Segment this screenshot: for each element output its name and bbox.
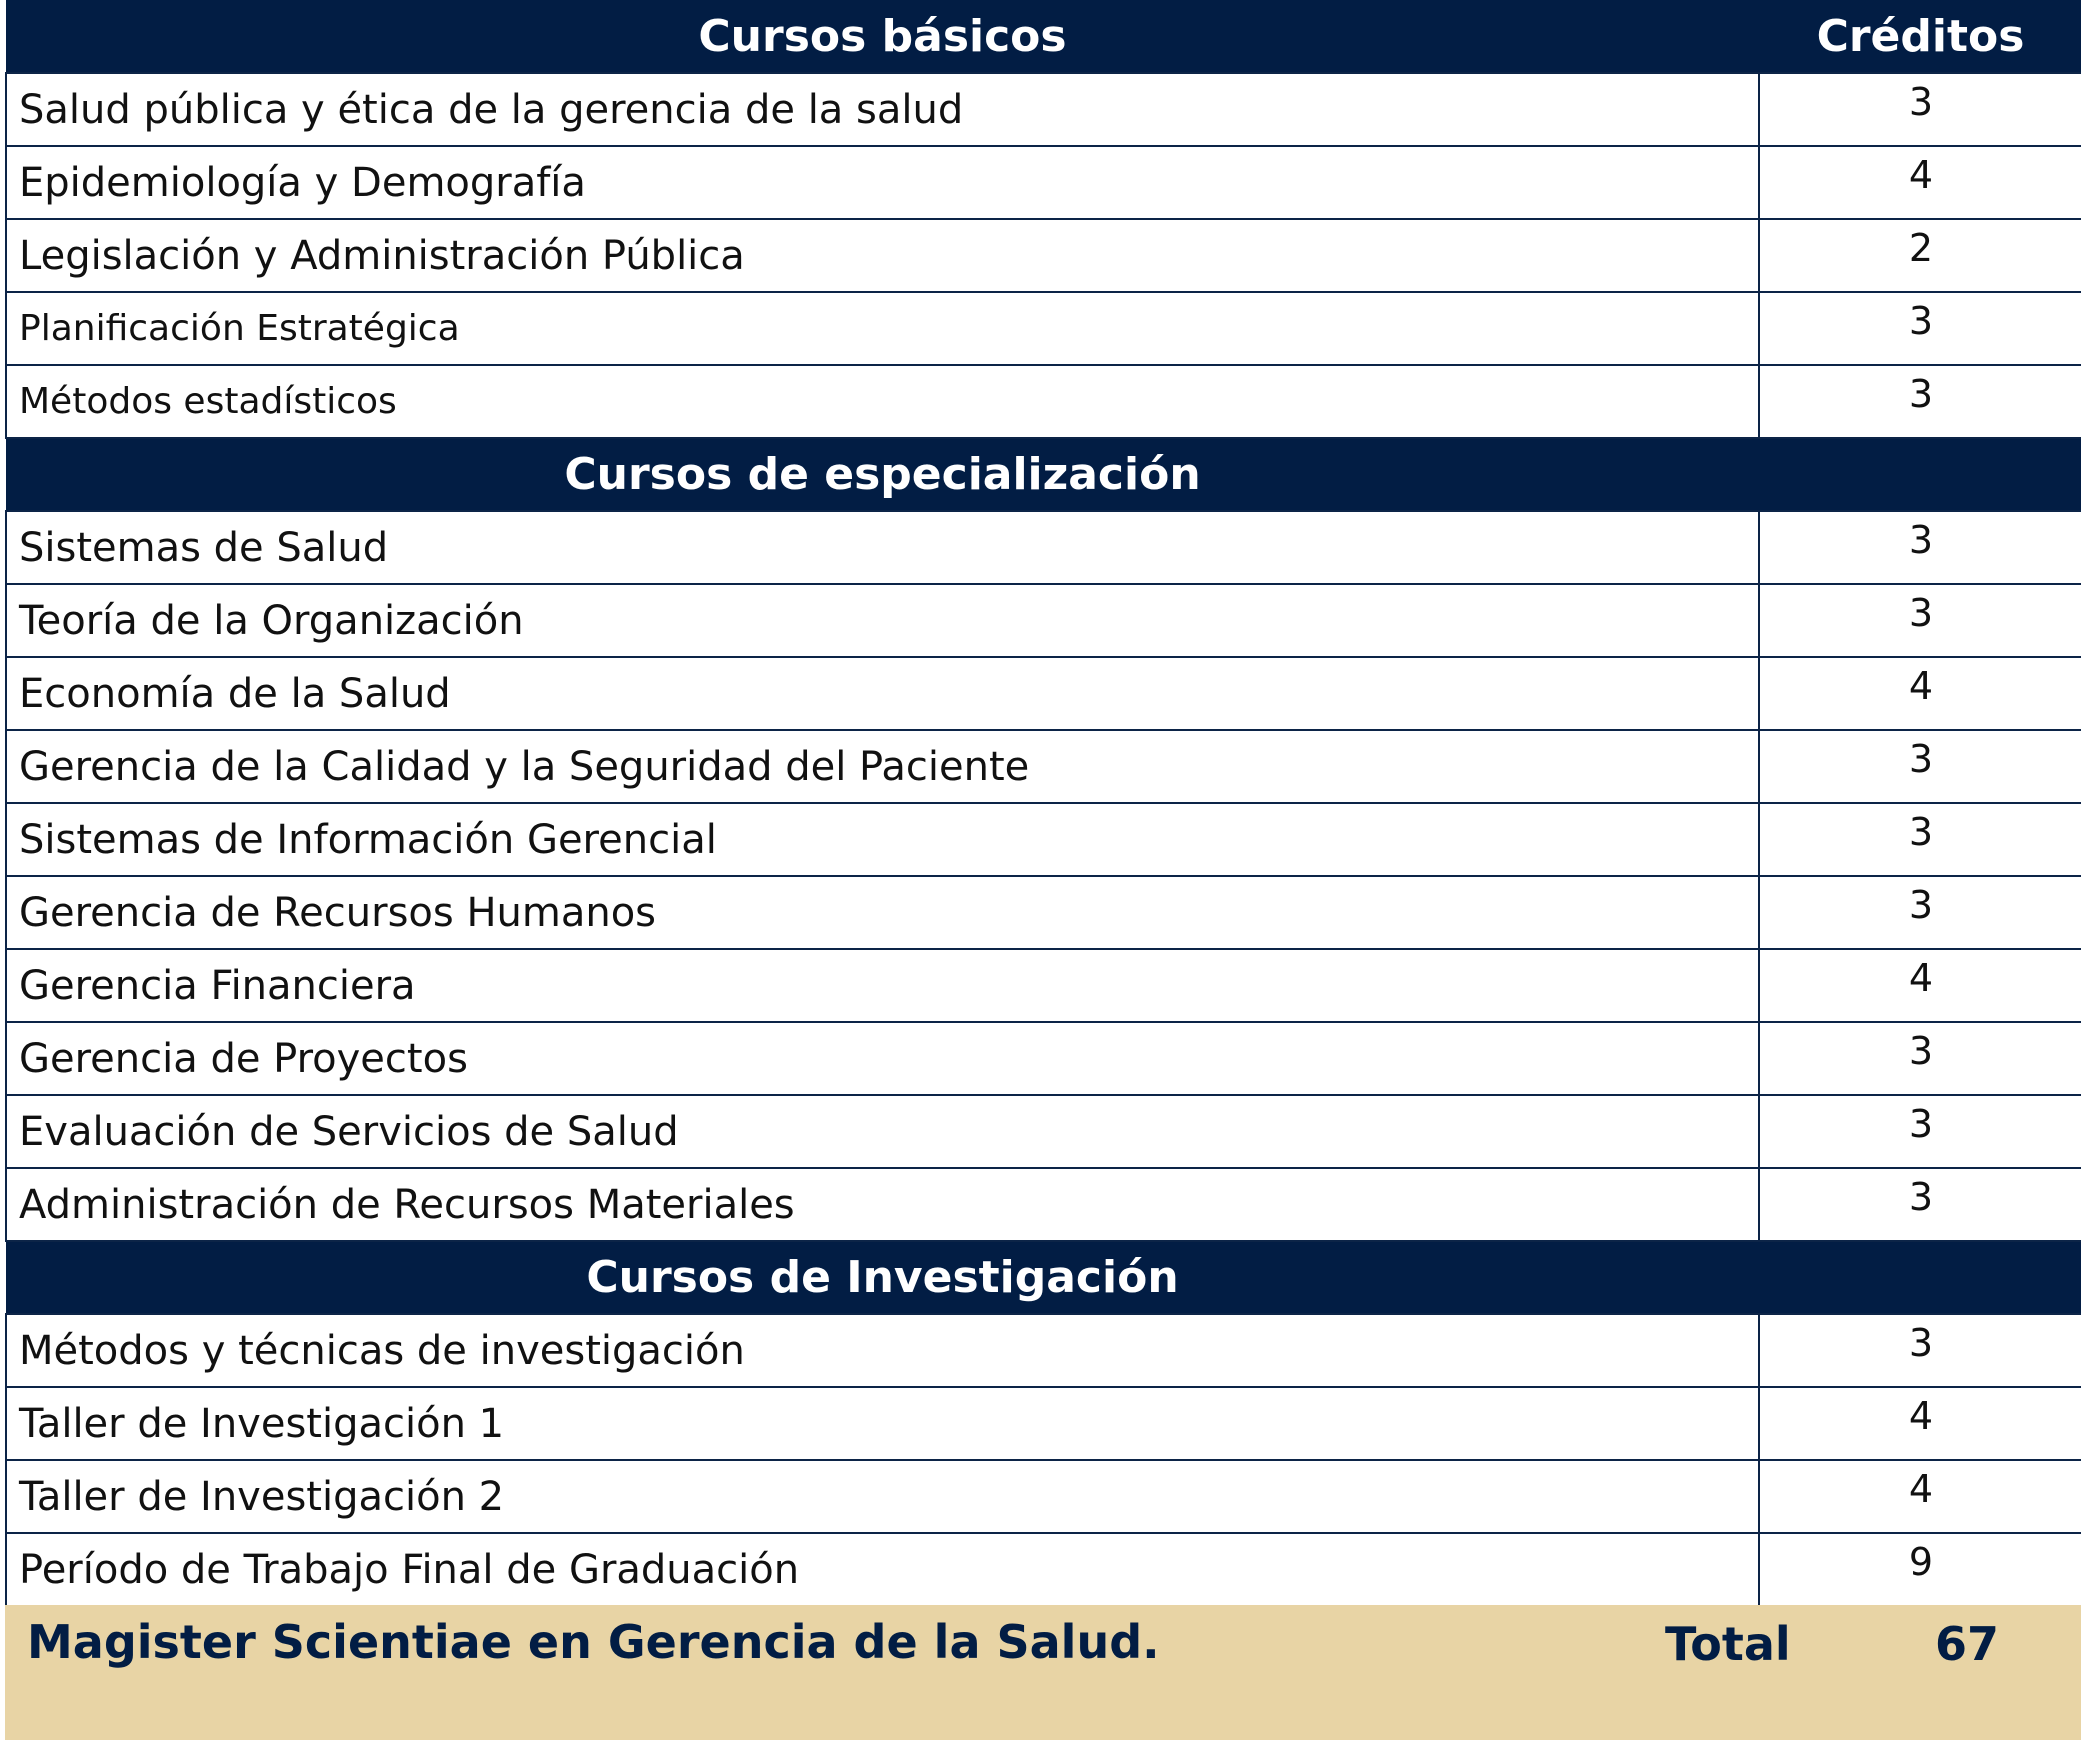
table-row xyxy=(6,1314,2081,1387)
course-name: Gerencia de Recursos Humanos xyxy=(6,876,1759,949)
table-row xyxy=(6,803,2081,876)
table-row xyxy=(6,365,2081,438)
course-name: Gerencia de Proyectos xyxy=(6,1022,1759,1095)
course-credits: 4 xyxy=(1759,1387,2081,1460)
total-label: Total xyxy=(1665,1617,1791,1671)
course-credits: 3 xyxy=(1759,584,2081,657)
table-row xyxy=(6,219,2081,292)
course-credits: 3 xyxy=(1759,1095,2081,1168)
table-row xyxy=(6,292,2081,365)
course-credits: 3 xyxy=(1759,292,2081,365)
course-name: Gerencia de la Calidad y la Seguridad del Paciente xyxy=(6,730,1759,803)
course-name: Economía de la Salud xyxy=(6,657,1759,730)
table-row xyxy=(6,876,2081,949)
section-header-specialization xyxy=(6,438,2081,511)
course-name: Métodos y técnicas de investigación xyxy=(6,1314,1759,1387)
table-row xyxy=(6,584,2081,657)
course-credits: 3 xyxy=(1759,1314,2081,1387)
section-header-blank xyxy=(1759,1241,2081,1314)
course-credits: 4 xyxy=(1759,657,2081,730)
course-credits: 4 xyxy=(1759,949,2081,1022)
table-row xyxy=(6,949,2081,1022)
table-row xyxy=(6,1168,2081,1241)
section-title: Cursos de especialización xyxy=(6,438,1759,511)
table-row xyxy=(6,146,2081,219)
table-row xyxy=(6,1095,2081,1168)
course-credits: 3 xyxy=(1759,511,2081,584)
course-credits: 3 xyxy=(1759,1168,2081,1241)
course-name: Sistemas de Salud xyxy=(6,511,1759,584)
course-name: Planificación Estratégica xyxy=(6,292,1759,365)
course-credits: 3 xyxy=(1759,1022,2081,1095)
course-credits: 3 xyxy=(1759,876,2081,949)
course-name: Epidemiología y Demografía xyxy=(6,146,1759,219)
program-footer xyxy=(5,1605,2081,1740)
course-name: Período de Trabajo Final de Graduación xyxy=(6,1533,1759,1606)
course-name: Métodos estadísticos xyxy=(6,365,1759,438)
program-title: Magister Scientiae en Gerencia de la Salud. xyxy=(27,1615,1160,1669)
section-header-blank xyxy=(1759,438,2081,511)
table-row xyxy=(6,657,2081,730)
credits-column-header: Créditos xyxy=(1759,0,2081,73)
section-title: Cursos básicos xyxy=(6,0,1759,73)
course-credits: 2 xyxy=(1759,219,2081,292)
table-row xyxy=(6,511,2081,584)
section-title: Cursos de Investigación xyxy=(6,1241,1759,1314)
course-credits: 4 xyxy=(1759,146,2081,219)
course-name: Gerencia Financiera xyxy=(6,949,1759,1022)
course-credits: 3 xyxy=(1759,730,2081,803)
course-credits: 3 xyxy=(1759,73,2081,146)
course-credits: 9 xyxy=(1759,1533,2081,1606)
section-header-basic xyxy=(6,0,2081,73)
course-name: Administración de Recursos Materiales xyxy=(6,1168,1759,1241)
course-name: Sistemas de Información Gerencial xyxy=(6,803,1759,876)
course-credits: 4 xyxy=(1759,1460,2081,1533)
table-row xyxy=(6,730,2081,803)
course-name: Taller de Investigación 2 xyxy=(6,1460,1759,1533)
table-row xyxy=(6,1460,2081,1533)
total-value: 67 xyxy=(1935,1617,2000,1671)
section-header-research xyxy=(6,1241,2081,1314)
table-row xyxy=(6,1387,2081,1460)
table-row xyxy=(6,1533,2081,1606)
course-name: Evaluación de Servicios de Salud xyxy=(6,1095,1759,1168)
table-row xyxy=(6,73,2081,146)
course-name: Legislación y Administración Pública xyxy=(6,219,1759,292)
course-name: Taller de Investigación 1 xyxy=(6,1387,1759,1460)
curriculum-sheet xyxy=(5,0,2081,1607)
table-row xyxy=(6,1022,2081,1095)
course-name: Teoría de la Organización xyxy=(6,584,1759,657)
course-credits: 3 xyxy=(1759,365,2081,438)
course-name: Salud pública y ética de la gerencia de la salud xyxy=(6,73,1759,146)
curriculum-table xyxy=(5,0,2081,1607)
course-credits: 3 xyxy=(1759,803,2081,876)
